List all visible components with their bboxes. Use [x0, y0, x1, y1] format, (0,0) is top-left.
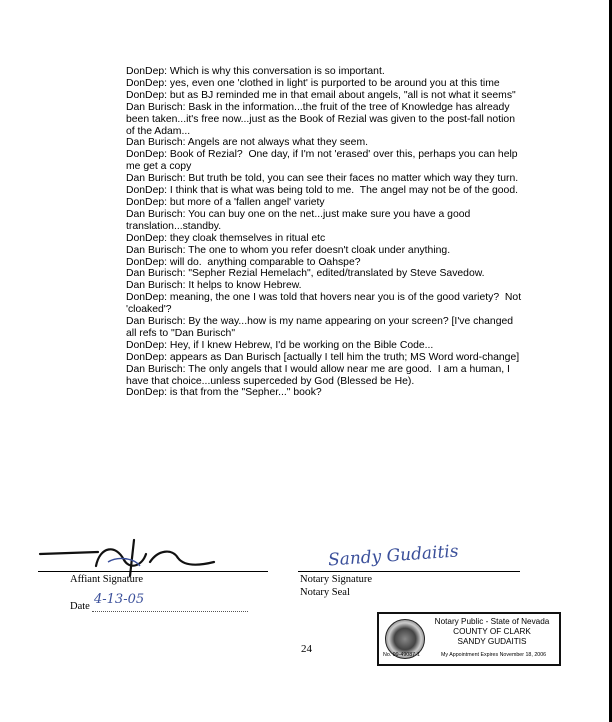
transcript-line: DonDep: meaning, the one I was told that hovers near you is of the good variety? Not 'cloaked'? — [126, 292, 524, 316]
transcript-line: DonDep: will do. anything comparable to Oahspe? — [126, 256, 361, 268]
transcript-line: Dan Burisch: The one to whom you refer doesn't cloak under anything. — [126, 244, 451, 256]
transcript-line: Dan Burisch: "Sepher Rezial Hemelach", edited/translated by Steve Savedow. — [126, 268, 485, 280]
transcript-line: DonDep: they cloak themselves in ritual etc — [126, 232, 326, 244]
transcript-line: DonDep: appears as Dan Burisch [actually I tell him the truth; MS Word word-change] — [126, 351, 520, 363]
page-number: 24 — [301, 643, 312, 655]
notary-seal-label: Notary Seal — [300, 587, 350, 598]
transcript-line: DonDep: Hey, if I knew Hebrew, I'd be working on the Bible Code... — [126, 339, 434, 351]
chat-transcript — [126, 66, 526, 399]
notary-signature-text: Sandy Gudaitis — [327, 541, 460, 571]
transcript-line: Dan Burisch: By the way...how is my name appearing on your screen? [I've changed all refs to "Dan Burisch" — [126, 316, 516, 339]
stamp-line-2: COUNTY OF CLARK — [453, 627, 531, 636]
transcript-line: Dan Burisch: Angels are not always what they seem. — [126, 137, 368, 149]
transcript-line: DonDep: but as BJ reminded me in that email about angels, "all is not what it seems" — [126, 89, 516, 101]
transcript-line: Dan Burisch: But truth be told, you can see their faces no matter which way they turn. — [126, 173, 519, 185]
transcript-line: DonDep: but more of a 'fallen angel' variety — [126, 196, 325, 208]
transcript-line: DonDep: yes, even one 'clothed in light' is purported to be around you at this time — [126, 77, 500, 89]
notary-signature-line — [298, 571, 520, 572]
affiant-signature-line — [38, 571, 268, 572]
transcript-line: DonDep: I think that is what was being told to me. The angel may not be of the good. — [126, 185, 519, 197]
stamp-number: No. 99-49087-1 — [383, 652, 420, 658]
affiant-signature-label: Affiant Signature — [70, 574, 143, 585]
transcript-line: DonDep: Which is why this conversation is so important. — [126, 66, 385, 77]
transcript-line: Dan Burisch: The only angels that I would allow near me are good. I am a human, I have that choice...unless superceded by God (Blessed be He). — [126, 363, 513, 387]
date-value: 4-13-05 — [94, 592, 145, 607]
date-line — [92, 611, 248, 612]
date-label: Date — [70, 601, 90, 612]
notary-stamp — [377, 612, 561, 666]
notary-signature-label: Notary Signature — [300, 574, 373, 585]
transcript-line: Dan Burisch: It helps to know Hebrew. — [126, 280, 302, 292]
transcript-line: Dan Burisch: Bask in the information...the fruit of the tree of Knowledge has already been taken...it's free now...just as the Book of Rezial was given to the post-fall notion of the Adam... — [126, 101, 518, 137]
stamp-line-3: SANDY GUDAITIS — [457, 637, 527, 646]
transcript-line: DonDep: is that from the "Sepher..." book? — [126, 387, 322, 399]
transcript-line: Dan Burisch: You can buy one on the net...just make sure you have a good translation...standby. — [126, 208, 474, 232]
stamp-line-1: Notary Public - State of Nevada — [434, 617, 550, 626]
transcript-line: DonDep: Book of Rezial? One day, if I'm not 'erased' over this, perhaps you can help me get a copy — [126, 149, 521, 173]
stamp-expiry: My Appointment Expires November 18, 2006 — [441, 652, 547, 658]
